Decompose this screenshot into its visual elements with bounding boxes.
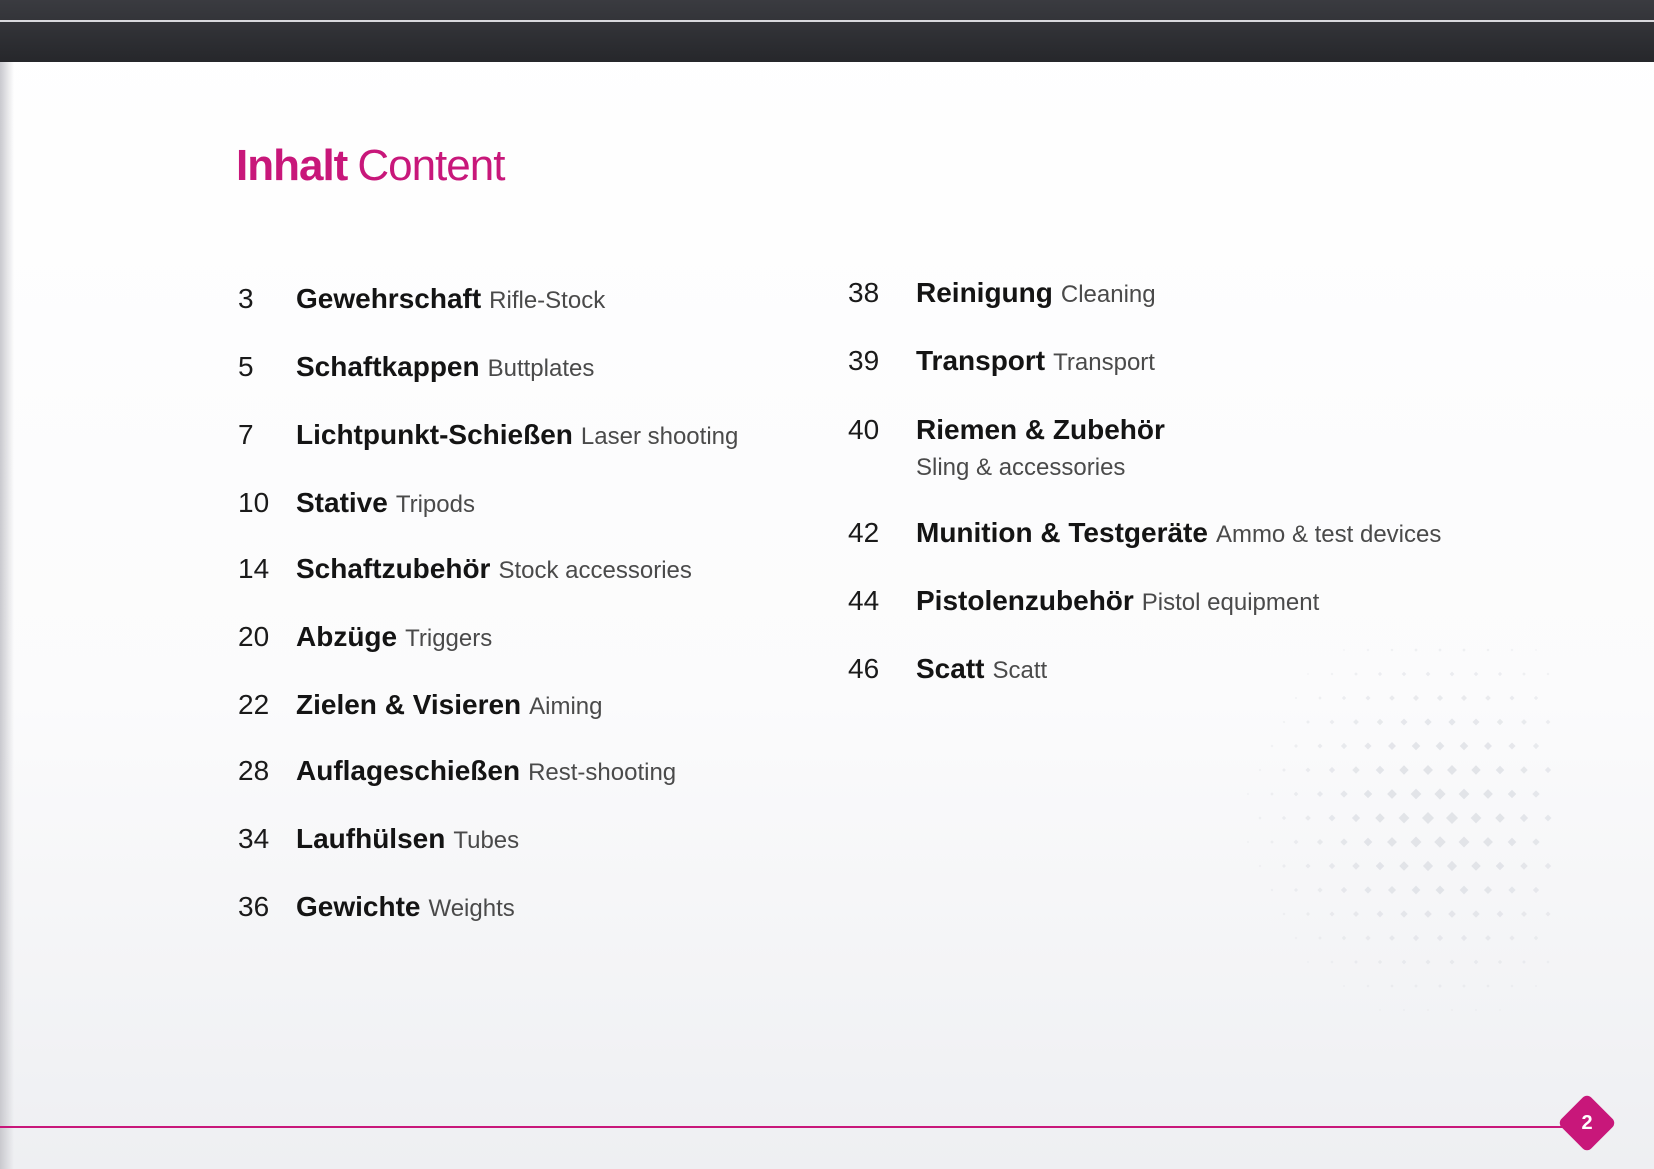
toc-title-en: Tripods <box>395 491 475 518</box>
decor-dot <box>1534 936 1538 940</box>
toc-title-en: Weights <box>428 895 515 922</box>
decor-dot <box>1259 865 1262 868</box>
decor-dot <box>1423 765 1433 775</box>
header-rule <box>0 20 1654 22</box>
decor-dot <box>1460 742 1468 750</box>
page-title-de: Inhalt <box>236 141 348 190</box>
decor-dot <box>1353 719 1359 725</box>
decor-dot <box>1471 765 1480 774</box>
decor-dot <box>1305 815 1311 821</box>
decor-dot <box>1354 672 1358 676</box>
decor-dot <box>1318 936 1322 940</box>
toc-title-de: Transport <box>916 345 1046 376</box>
decor-dot <box>1295 697 1297 699</box>
toc-title-en: Stock accessories <box>498 557 692 584</box>
decor-dot <box>1461 695 1467 701</box>
decor-dot <box>1472 910 1479 917</box>
decor-dot <box>1283 721 1286 724</box>
decor-dot <box>1283 913 1286 916</box>
decor-dot <box>1295 937 1298 940</box>
decor-dot <box>1545 767 1551 773</box>
toc-page-number: 44 <box>848 585 880 616</box>
toc-title-de: Gewichte <box>296 891 421 922</box>
decor-dot <box>1364 838 1373 847</box>
decor-dot <box>1520 862 1528 870</box>
decor-dot <box>1306 912 1310 916</box>
decor-dot <box>1317 791 1323 797</box>
decor-dot <box>1400 718 1407 725</box>
decor-dot <box>1364 886 1371 893</box>
decor-dot <box>1390 648 1393 651</box>
decor-dot <box>1508 742 1515 749</box>
decor-dot <box>1436 742 1445 751</box>
decor-dot <box>1294 888 1298 892</box>
binding-shadow <box>0 62 14 1169</box>
decor-dot <box>1365 695 1370 700</box>
decor-dot <box>1329 863 1335 869</box>
decor-dot <box>1379 1009 1381 1011</box>
decor-dot <box>1318 696 1321 699</box>
toc-page-number: 39 <box>848 345 880 376</box>
toc-title-en: Buttplates <box>487 355 595 382</box>
decor-dot <box>1414 648 1417 651</box>
decor-dot <box>1411 789 1422 800</box>
decor-dot <box>1388 742 1396 750</box>
toc-title-de: Auflageschießen <box>296 755 521 786</box>
decor-dot <box>1497 911 1504 918</box>
decor-dot <box>1294 792 1299 797</box>
toc-page-number: 40 <box>848 414 880 445</box>
decor-dot <box>1520 814 1528 822</box>
decor-dot <box>1448 910 1456 918</box>
toc-title-en: Rifle-Stock <box>489 287 606 314</box>
decor-dot <box>1483 789 1493 799</box>
decor-dot <box>1414 984 1418 988</box>
decor-dot <box>1340 838 1347 845</box>
decor-dot <box>1247 793 1249 795</box>
decor-dot <box>1509 695 1514 700</box>
toc-title-de: Scatt <box>916 653 985 684</box>
decor-dot <box>1317 839 1323 845</box>
toc-title-en: Rest-shooting <box>528 759 677 786</box>
toc-page-number: 14 <box>238 553 270 584</box>
decor-dot <box>1447 861 1457 871</box>
decor-dot <box>1271 889 1274 892</box>
decor-dot <box>1402 960 1407 965</box>
decor-dot <box>1378 672 1382 676</box>
decor-dot <box>1426 960 1431 965</box>
decor-dot <box>1424 718 1431 725</box>
decor-dot <box>1422 812 1434 824</box>
decor-dot <box>1305 767 1310 772</box>
toc-title-de: Gewehrschaft <box>296 283 482 314</box>
decor-dot <box>1511 649 1514 652</box>
decor-dot <box>1545 815 1552 822</box>
decor-dot <box>1499 1009 1501 1011</box>
toc-title-en: Aiming <box>529 693 603 720</box>
decor-dot <box>1367 649 1370 652</box>
decor-dot <box>1438 984 1442 988</box>
decor-dot <box>1330 960 1333 963</box>
decor-dot <box>1533 887 1539 893</box>
decor-dot <box>1436 886 1445 895</box>
decor-dot <box>1364 790 1373 799</box>
decor-dot <box>1294 840 1299 845</box>
decor-dot <box>1375 813 1384 822</box>
decor-dot <box>1399 813 1410 824</box>
decor-dot <box>1412 886 1421 895</box>
decor-dot <box>1437 695 1443 701</box>
decor-dot <box>1535 985 1537 987</box>
decor-dot <box>1498 960 1502 964</box>
decor-dot <box>1411 837 1422 848</box>
toc-title-en: Tubes <box>453 827 520 854</box>
decor-dot <box>1390 984 1393 987</box>
decor-dot <box>1437 935 1443 941</box>
decor-dot <box>1448 718 1455 725</box>
decor-dot <box>1521 911 1527 917</box>
decor-dot <box>1271 745 1274 748</box>
decor-dot <box>1413 935 1419 941</box>
decor-dot <box>1474 672 1479 677</box>
toc-title-de: Reinigung <box>916 277 1053 308</box>
dot-pattern-decoration <box>1190 640 1570 1060</box>
decor-dot <box>1259 769 1262 772</box>
decor-dot <box>1367 985 1370 988</box>
decor-dot <box>1471 813 1482 824</box>
decor-dot <box>1462 648 1465 651</box>
decor-dot <box>1343 649 1345 651</box>
decor-dot <box>1450 672 1455 677</box>
decor-dot <box>1486 984 1489 987</box>
decor-dot <box>1522 672 1526 676</box>
decor-dot <box>1413 695 1419 701</box>
decor-dot <box>1472 718 1479 725</box>
decor-dot <box>1294 744 1298 748</box>
decor-dot <box>1496 766 1504 774</box>
decor-dot <box>1412 742 1420 750</box>
decor-dot <box>1447 765 1457 775</box>
decor-dot <box>1354 960 1358 964</box>
decor-dot <box>1434 836 1446 848</box>
decor-dot <box>1378 960 1382 964</box>
decor-dot <box>1352 766 1359 773</box>
decor-dot <box>1451 1009 1453 1011</box>
toc-page-number: 22 <box>238 689 270 720</box>
decor-dot <box>1365 935 1370 940</box>
decor-dot <box>1438 648 1441 651</box>
toc-page-number: 5 <box>238 351 254 382</box>
page-number: 2 <box>1581 1112 1593 1134</box>
decor-dot <box>1483 837 1493 847</box>
decor-dot <box>1459 837 1470 848</box>
decor-dot <box>1343 985 1345 987</box>
decor-dot <box>1352 862 1360 870</box>
toc-page-number: 42 <box>848 517 880 548</box>
decor-dot <box>1317 887 1322 892</box>
decor-dot <box>1389 695 1395 701</box>
toc-title-de: Zielen & Visieren <box>296 689 522 720</box>
decor-dot <box>1498 672 1502 676</box>
decor-dot <box>1330 912 1335 917</box>
decor-dot <box>1427 1009 1429 1011</box>
toc-title-en: Ammo & test devices <box>1215 521 1442 548</box>
decor-dot <box>1282 816 1286 820</box>
footer-rule <box>0 1126 1570 1128</box>
decor-dot <box>1496 862 1505 871</box>
toc-title-de: Laufhülsen <box>296 823 446 854</box>
toc-page-number: 36 <box>238 891 270 922</box>
decor-dot <box>1400 910 1407 917</box>
decor-dot <box>1387 789 1397 799</box>
decor-dot <box>1307 961 1309 963</box>
decor-dot <box>1484 742 1492 750</box>
decor-dot <box>1306 720 1310 724</box>
decor-dot <box>1329 815 1336 822</box>
decor-dot <box>1497 719 1503 725</box>
toc-title-en: Laser shooting <box>580 423 739 450</box>
decor-dot <box>1546 912 1551 917</box>
decor-dot <box>1376 766 1384 774</box>
decor-dot <box>1459 789 1470 800</box>
decor-dot <box>1353 911 1359 917</box>
decor-dot <box>1424 910 1432 918</box>
decor-dot <box>1533 743 1539 749</box>
decor-dot <box>1495 813 1504 822</box>
decor-dot <box>1399 861 1409 871</box>
decor-dot <box>1377 719 1383 725</box>
decor-dot <box>1511 985 1514 988</box>
decor-dot <box>1364 742 1371 749</box>
decor-dot <box>1534 696 1538 700</box>
decor-dot <box>1522 960 1526 964</box>
decor-dot <box>1259 817 1262 820</box>
decor-dot <box>1545 863 1551 869</box>
decor-dot <box>1434 788 1445 799</box>
decor-dot <box>1426 672 1431 677</box>
decor-dot <box>1341 887 1347 893</box>
decor-dot <box>1532 790 1539 797</box>
toc-title-de: Stative <box>296 487 388 518</box>
decor-dot <box>1402 672 1407 677</box>
decor-dot <box>1330 720 1335 725</box>
decor-dot <box>1352 814 1360 822</box>
toc-title-de: Pistolenzubehör <box>916 585 1134 616</box>
decor-dot <box>1377 911 1384 918</box>
toc-page-number: 38 <box>848 277 880 308</box>
page-title-en: Content <box>357 141 505 190</box>
toc-title-de: Schaftkappen <box>296 351 480 382</box>
decor-dot <box>1547 673 1550 676</box>
decor-dot <box>1546 960 1549 963</box>
decor-dot <box>1403 1009 1405 1011</box>
decor-dot <box>1341 743 1347 749</box>
decor-dot <box>1317 743 1322 748</box>
decor-dot <box>1486 648 1489 651</box>
decor-dot <box>1535 649 1537 651</box>
toc-title-de: Riemen & Zubehör <box>916 414 1165 445</box>
decor-dot <box>1399 765 1408 774</box>
toc-title-de: Abzüge <box>296 621 398 652</box>
toc-page-number: 28 <box>238 755 270 786</box>
toc-page-number: 10 <box>238 487 270 518</box>
decor-dot <box>1460 886 1469 895</box>
toc-title-de: Munition & Testgeräte <box>916 517 1208 548</box>
decor-dot <box>1331 673 1334 676</box>
header-bar <box>0 0 1654 62</box>
decor-dot <box>1450 960 1455 965</box>
decor-dot <box>1270 792 1273 795</box>
page-title <box>236 138 504 194</box>
decor-dot <box>1475 1009 1477 1011</box>
decor-dot <box>1388 886 1396 894</box>
toc-title-en: Triggers <box>405 625 493 652</box>
toc-title-de: Lichtpunkt-Schießen <box>296 419 573 450</box>
decor-dot <box>1485 935 1491 941</box>
toc-title-en: Pistol equipment <box>1141 589 1320 616</box>
decor-dot <box>1521 719 1527 725</box>
decor-dot <box>1485 695 1491 701</box>
toc-title-en: Scatt <box>992 657 1048 684</box>
decor-dot <box>1247 841 1249 843</box>
decor-dot <box>1282 864 1286 868</box>
decor-dot <box>1509 935 1514 940</box>
toc-page-number: 3 <box>238 283 254 314</box>
toc-page-number: 34 <box>238 823 270 854</box>
decor-dot <box>1307 673 1309 675</box>
decor-dot <box>1546 720 1551 725</box>
toc-title-de: Schaftzubehör <box>296 553 491 584</box>
toc-title-en: Cleaning <box>1060 281 1156 308</box>
decor-dot <box>1340 790 1347 797</box>
decor-dot <box>1508 838 1517 847</box>
decor-dot <box>1508 790 1517 799</box>
decor-dot <box>1423 861 1433 871</box>
decor-dot <box>1520 766 1527 773</box>
decor-dot <box>1474 960 1479 965</box>
toc-title-en: Transport <box>1053 349 1155 376</box>
toc-page-number: 46 <box>848 653 880 684</box>
decor-dot <box>1342 936 1346 940</box>
decor-dot <box>1305 863 1310 868</box>
decor-dot <box>1387 837 1397 847</box>
decor-dot <box>1508 886 1515 893</box>
decor-dot <box>1389 935 1395 941</box>
toc-page-number: 20 <box>238 621 270 652</box>
decor-dot <box>1462 984 1466 988</box>
decor-dot <box>1461 935 1467 941</box>
decor-dot <box>1471 861 1481 871</box>
decor-dot <box>1484 886 1492 894</box>
decor-dot <box>1270 840 1274 844</box>
decor-dot <box>1446 812 1458 824</box>
toc-title-en: Sling & accessories <box>916 454 1126 481</box>
decor-dot <box>1376 862 1385 871</box>
decor-dot <box>1329 767 1335 773</box>
decor-dot <box>1282 768 1286 772</box>
toc-page-number: 7 <box>238 419 254 450</box>
decor-dot <box>1342 696 1346 700</box>
decor-dot <box>1532 838 1539 845</box>
